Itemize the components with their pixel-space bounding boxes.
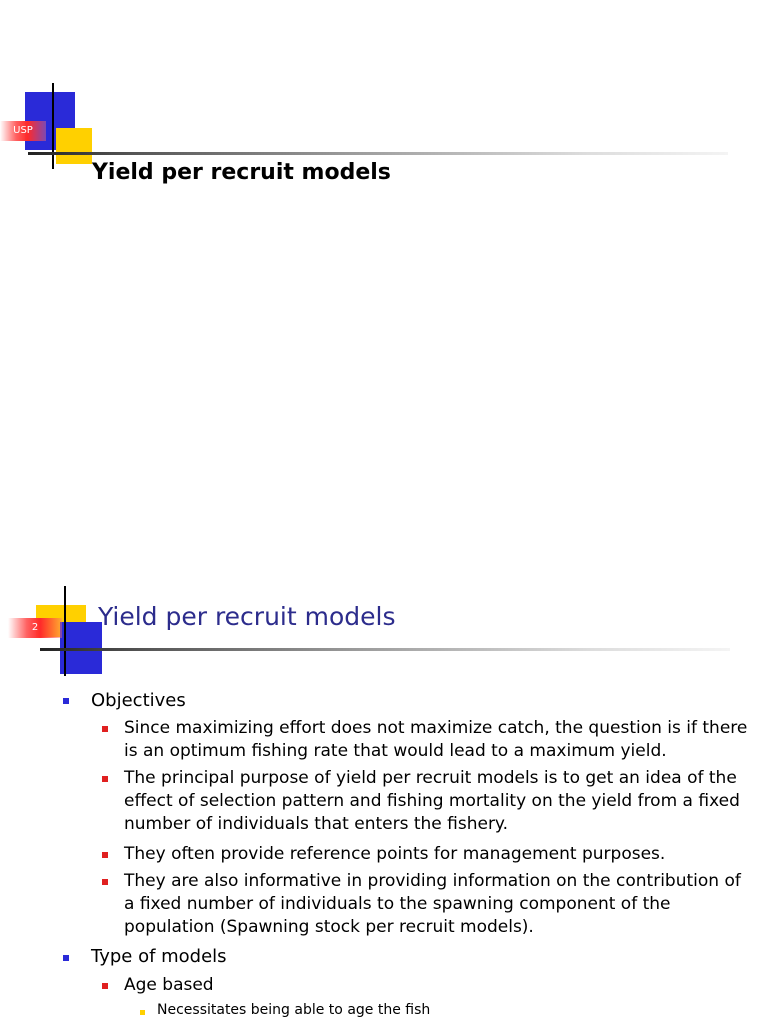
yellow-square	[56, 128, 92, 164]
slide-number-badge: 2	[8, 618, 62, 638]
bullet-type-of-models: Type of models	[91, 946, 227, 967]
bullet-square-icon	[63, 955, 69, 961]
objective-item: They are also informative in providing information on the contribution of a fixed number of individuals to the spawning component of the population (Spawning stock per recruit models).	[124, 871, 741, 937]
slide-badge: USP	[0, 121, 46, 141]
bullet-objectives: Objectives	[91, 690, 186, 711]
vertical-rule	[52, 83, 54, 169]
objective-item: The principal purpose of yield per recruit models is to get an idea of the effect of selection pattern and fishing mortality on the yield from a fixed number of individuals that enters the fishery.	[124, 768, 740, 834]
sub-bullet-square-icon	[102, 726, 108, 732]
slide-2-title: Yield per recruit models	[98, 602, 396, 631]
sub-bullet-square-icon	[102, 776, 108, 782]
objective-item: They often provide reference points for management purposes.	[124, 844, 666, 864]
sub-sub-bullet-square-icon	[140, 1010, 145, 1015]
sub-bullet-square-icon	[102, 983, 108, 989]
sub-bullet-square-icon	[102, 852, 108, 858]
objective-item: Since maximizing effort does not maximize catch, the question is if there is an optimum fishing rate that would lead to a maximum yield.	[124, 718, 748, 761]
bullet-square-icon	[63, 698, 69, 704]
model-type-item: Age based	[124, 975, 214, 995]
sub-bullet-square-icon	[102, 879, 108, 885]
horizontal-rule	[40, 648, 730, 651]
horizontal-rule	[28, 152, 728, 155]
model-detail-item: Necessitates being able to age the fish	[157, 1002, 431, 1018]
vertical-rule	[64, 586, 66, 676]
slide-1-title: Yield per recruit models	[92, 160, 391, 185]
